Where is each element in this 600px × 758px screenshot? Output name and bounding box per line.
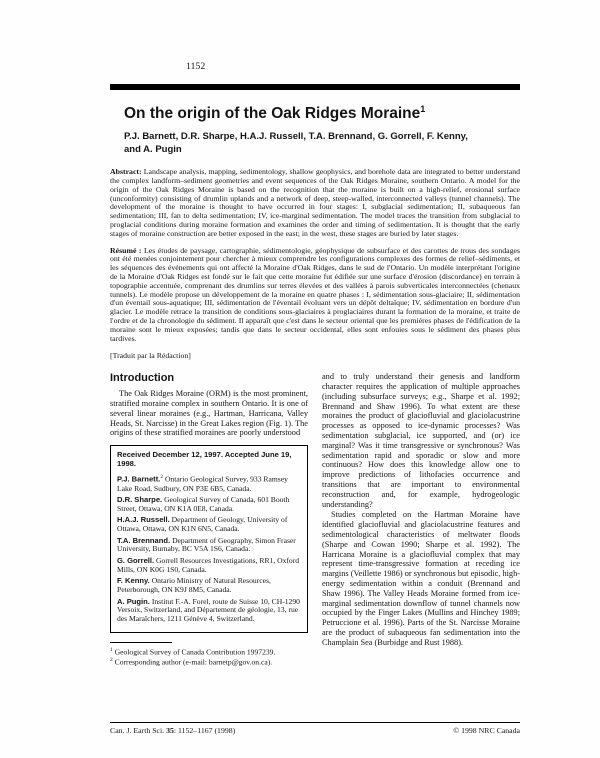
affiliation-entry: G. Gorrell. Gorrell Resources Investigations, RR1, Oxford Mills, ON K0G 1S0, Canada. <box>117 555 300 574</box>
two-column-body <box>110 372 520 666</box>
journal-citation: Can. J. Earth Sci. 35: 1152–1167 (1998) <box>110 726 236 735</box>
title-rule-bar <box>110 84 520 90</box>
author-list <box>124 131 520 156</box>
abstract <box>110 168 520 238</box>
footer-row <box>110 726 520 735</box>
author-line-2: and A. Pugin <box>124 143 182 155</box>
affiliations-box <box>110 445 308 632</box>
affiliation-entry: H.A.J. Russell. Department of Geology, University of Ottawa, Ottawa, ON K1N 6N5, Canada. <box>117 515 288 534</box>
affiliation-entry: T.A. Brennand. Department of Geography, Simon Fraser University, Burnaby, BC V5A 1S6, Canada. <box>117 535 296 554</box>
resume <box>110 247 520 344</box>
translation-note: [Traduit par la Rédaction] <box>110 351 191 361</box>
copyright-notice: © 1998 NRC Canada <box>453 726 520 735</box>
continuation-paragraph: and to truly understand their genesis and landform character requires the application of multiple approaches (including subsurface surveys; e.g., Sharpe et al. 1992; Brennand and Shaw 1996). To what extent are these moraines the product of glaciofluvial and glaciolacustrine processes as opposed to ice-dynamic processes? Was sedimentation subglacial, ice supported, and (or) ice marginal? Was it time transgressive or synchronous? Was sedimentation rapid and sporadic or slow and more continuous? How does this knowledge allow one to improve predictions of lithofacies occurrence and transitions that are important to environmental reconstruction and, for example, hydrogeologic understanding? <box>322 372 520 509</box>
abstract-text: Landscape analysis, mapping, sedimentology, shallow geophysics, and borehole data are integrated to better understand the complex landform–sediment geometries and event sequences of the Oak Ridges Moraine, southern Ontario. A model for the origin of the Oak Ridges Moraine is based on the recognition that the moraine is built on a high-relief, erosional surface (unconformity) consisting of drumlin uplands and a network of deep, steep-walled, interconnected valleys (tunnel channels). The development of the moraine is thought to have occurred in four stages: I, subglacial sedimentation; II, subaqueous fan sedimentation; III, fan to delta sedimentation; IV, ice-marginal sedimentation. The model traces the transition from subglacial to proglacial conditions during moraine formation and examines the order and timing of sedimentation. It is thought that the early stages of moraine construction are better exposed in the east; in the west, these stages are buried by later stages. <box>110 167 520 238</box>
abstract-label: Abstract: <box>110 167 142 177</box>
page-content <box>110 62 520 667</box>
page-footer <box>110 722 520 735</box>
footnote-separator-rule <box>110 642 172 643</box>
received-dates: Received December 12, 1997. Accepted June 19, 1998. <box>117 450 292 469</box>
journal-pages: : 1152–1167 (1998) <box>173 726 236 735</box>
title-footnote-marker: 1 <box>420 104 426 114</box>
left-column <box>110 372 308 666</box>
corresponding-author-marker: 2 <box>160 474 164 481</box>
right-column <box>322 372 520 666</box>
footnote: $^2$ Corresponding author (e-mail: barnetp@gov.on.ca). <box>110 657 273 667</box>
studies-paragraph: Studies completed on the Hartman Moraine have identified glaciofluvial and glaciolacustrine features and sedimentological characteristics of meltwater floods (Sharpe and Cowan 1990; Sharpe et al. 1992). The Harricana Moraine is a glaciofluvial complex that may represent time-transgressive formation at receding ice margins (Veillette 1986) or synchronous but episodic, high-energy sedimentation within a conduit (Brennand and Shaw 1996). The Valley Heads Moraine formed from ice-marginal sedimentation downflow of tunnel channels now occupied by the Finger Lakes (Mullins and Hinchey 1989; Petruccione et al. 1996). Parts of the St. Narcisse Moraine are the product of subaqueous fan sedimentation into the Champlain Sea (Burbidge and Rust 1988). <box>322 510 520 647</box>
article-title <box>124 100 520 123</box>
article-title-text: On the origin of the Oak Ridges Moraine <box>124 105 421 123</box>
author-line-1: P.J. Barnett, D.R. Sharpe, H.A.J. Russell, T.A. Brennand, G. Gorrell, F. Kenny, <box>124 131 468 143</box>
footer-rule <box>110 722 520 723</box>
resume-text: Les études de paysage, cartographie, sédimentologie, géophysique de subsurface et des carottes de trous des sondages ont été menées conjointement pour chercher à mieux comprendre les configurations complexes des formes de relief–sédiments, et les séquences des événements qui ont affecté la Moraine d'Oak Ridges, dans le sud de l'Ontario. Un modèle interprétant l'origine de la Moraine d'Oak Ridges est fondé sur le fait que cette moraine fut édifiée sur une surface d'érosion (discordance) en terrain à topographie accentuée, comprenant des drumlins sur terres élevées et des vallées à parois subverticales interconnectées (chenaux tunnels). Le modèle propose un développement de la moraine en quatre phases : I, sédimentation sous-glaciaire; II, sédimentation d'un éventail sous-aquatique; III, sédimentation de l'éventail évoluant vers un dépôt deltaïque; IV, sédimentation en bordure d'un glacier. Le modèle retrace la transition de conditions sous-glaciaires à proglaciaires durant la formation de la moraine, et traite de l'ordre et de la chronologie du sédiment. Il apparaît que c'est dans le secteur oriental que les premières phases de l'édification de la moraine sont le mieux exposées; tandis que dans le secteur occidental, elles sont enfouies sous le sédiment des phases plus tardives. <box>110 245 521 343</box>
affiliation-entry: P.J. Barnett.$^2$ Ontario Geological Survey, 933 Ramsey Lake Road, Sudbury, ON P3E 6B5, Canada. <box>117 474 288 493</box>
intro-paragraph: The Oak Ridges Moraine (ORM) is the most prominent, stratified moraine complex in southern Ontario. It is one of several linear moraines (e.g., Hartman, Harricana, Valley Heads, St. Narcisse) in the Great Lakes region (Fig. 1). The origins of these stratified moraines are poorly understood <box>110 389 308 438</box>
affiliation-entry: F. Kenny. Ontario Ministry of Natural Resources, Peterborough, ON K9J 8M5, Canada. <box>117 576 271 595</box>
resume-label: Résumé : <box>110 245 142 255</box>
journal-volume: 35 <box>166 726 174 735</box>
page-number: 1152 <box>186 62 206 72</box>
affiliation-entry: D.R. Sharpe. Geological Survey of Canada, 601 Booth Street, Ottawa, ON K1A 0E8, Canada. <box>117 494 290 513</box>
intro-heading: Introduction <box>110 372 175 385</box>
affiliation-entry: A. Pugin. Institut F.-A. Forel, route de Suisse 10, CH-1290 Versoix, Switzerland, and Département de géologie, 13, rue des Maraîchers, 1211 Génève 4, Switzerland. <box>117 596 300 624</box>
footnote: $^1$ Geological Survey of Canada Contribution 1997239. <box>110 646 276 657</box>
